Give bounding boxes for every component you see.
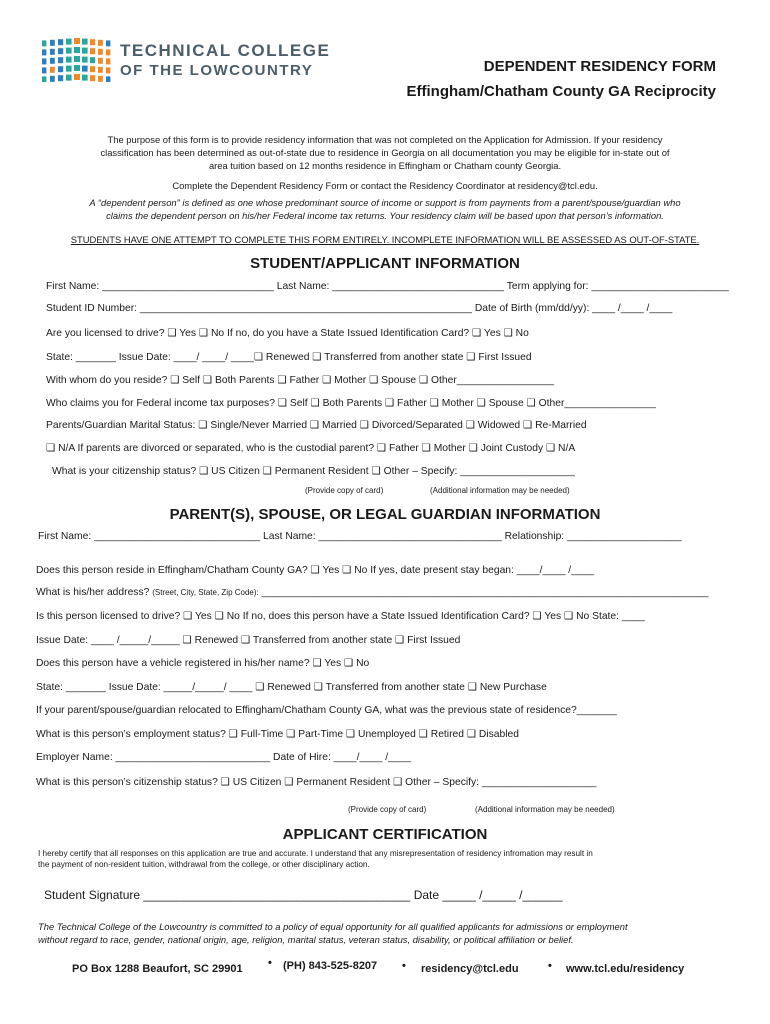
- form-title: DEPENDENT RESIDENCY FORM: [483, 58, 716, 75]
- footer-address: PO Box 1288 Beaufort, SC 29901: [72, 963, 243, 975]
- intro-warning: STUDENTS HAVE ONE ATTEMPT TO COMPLETE THIS FORM ENTIRELY. INCOMPLETE INFORMATION WILL BE ASSESSED AS OUT-OF-STATE.: [70, 234, 700, 245]
- student-name-line[interactable]: First Name: ______________________________ Last Name: ______________________________ Term applying for: ________________________: [46, 281, 729, 292]
- parent-section-heading: PARENT(S), SPOUSE, OR LEGAL GUARDIAN INFORMATION: [169, 506, 601, 523]
- intro-purpose: [50, 133, 720, 172]
- parent-address-hint: (Street, City, State, Zip Code):: [152, 588, 259, 597]
- logo-mosaic-icon: [42, 38, 116, 82]
- equal-opportunity-statement: [38, 920, 628, 946]
- college-logo: [42, 38, 342, 86]
- parent-vehicle-state-line[interactable]: State: _______ Issue Date: _____/_____/ ____ ❑ Renewed ❑ Transferred from another state ❑ New Purchase: [36, 682, 547, 693]
- logo-text-line1: TECHNICAL COLLEGE: [120, 41, 331, 60]
- parent-reside-line[interactable]: Does this person reside in Effingham/Chatham County GA? ❑ Yes ❑ No If yes, date present stay began: ____/____ /____: [36, 565, 595, 576]
- parent-card-note: (Provide copy of card): [348, 805, 427, 814]
- parent-relocation-line[interactable]: If your parent/spouse/guardian relocated to Effingham/Chatham County GA, what was the previous state of residence?_______: [36, 705, 617, 716]
- student-reside-line[interactable]: With whom do you reside? ❑ Self ❑ Both Parents ❑ Father ❑ Mother ❑ Spouse ❑ Other_________________: [46, 375, 555, 386]
- student-marital-line[interactable]: Parents/Guardian Marital Status: ❑ Single/Never Married ❑ Married ❑ Divorced/Separated ❑ Widowed ❑ Re-Married: [46, 420, 587, 431]
- parent-citizenship-line[interactable]: What is this person’s citizenship status? ❑ US Citizen ❑ Permanent Resident ❑ Other – Specify: ____________________: [36, 777, 597, 788]
- logo-text-line2: OF THE LOWCOUNTRY: [120, 62, 314, 79]
- parent-employer-line[interactable]: Employer Name: ___________________________ Date of Hire: ____/____ /____: [36, 752, 411, 763]
- student-tax-line[interactable]: Who claims you for Federal income tax purposes? ❑ Self ❑ Both Parents ❑ Father ❑ Mother ❑ Spouse ❑ Other________________: [46, 398, 657, 409]
- parent-issue-line[interactable]: Issue Date: ____ /_____/_____ ❑ Renewed ❑ Transferred from another state ❑ First Issued: [36, 635, 461, 646]
- footer-web[interactable]: www.tcl.edu/residency: [566, 963, 685, 975]
- parent-employment-line[interactable]: What is this person’s employment status? ❑ Full-Time ❑ Part-Time ❑ Unemployed ❑ Retired ❑ Disabled: [36, 729, 519, 740]
- parent-info-note: (Additional information may be needed): [475, 805, 615, 814]
- student-custody-line[interactable]: ❑ N/A If parents are divorced or separated, who is the custodial parent? ❑ Father ❑ Mother ❑ Joint Custody ❑ N/A: [46, 443, 576, 454]
- parent-vehicle-line[interactable]: Does this person have a vehicle registered in his/her name? ❑ Yes ❑ No: [36, 658, 370, 669]
- parent-name-line[interactable]: First Name: _____________________________ Last Name: ________________________________ Relationship: ____________________: [38, 531, 682, 542]
- intro-definition-line: A “dependent person” is defined as one whose predominant source of income or support is from payments from a parent/spouse/guardian who: [89, 197, 681, 208]
- student-section-heading: STUDENT/APPLICANT INFORMATION: [250, 255, 520, 272]
- intro-purpose-line: area tuition based on 12 months residence in Effingham or Chatham county Georgia.: [208, 160, 562, 171]
- parent-license-line[interactable]: Is this person licensed to drive? ❑ Yes ❑ No If no, does this person have a State Issued Identification Card? ❑ Yes ❑ No State: ____: [36, 611, 645, 622]
- footer-bullet-icon: •: [268, 957, 272, 969]
- parent-address-field[interactable]: ______________________________________________________________________________: [261, 587, 709, 598]
- student-card-note: (Provide copy of card): [305, 486, 384, 495]
- intro-contact: Complete the Dependent Residency Form or contact the Residency Coordinator at residency@tcl.edu.: [172, 180, 598, 191]
- student-citizenship-line[interactable]: What is your citizenship status? ❑ US Citizen ❑ Permanent Resident ❑ Other – Specify: ____________________: [52, 466, 575, 477]
- cert-statement-line: the payment of non-resident tuition, withdrawal from the college, or other disciplinary action.: [38, 860, 370, 869]
- cert-section-heading: APPLICANT CERTIFICATION: [282, 826, 488, 843]
- footer-bullet-icon: •: [548, 960, 552, 972]
- cert-statement: [38, 848, 593, 870]
- footer-phone: (PH) 843-525-8207: [283, 960, 378, 972]
- eo-line: The Technical College of the Lowcountry is committed to a policy of equal opportunity for all qualified applicants for admissions or employment: [38, 921, 628, 932]
- footer-email[interactable]: residency@tcl.edu: [421, 963, 519, 975]
- footer-bullet-icon: •: [402, 960, 406, 972]
- form-subtitle: Effingham/Chatham County GA Reciprocity: [406, 83, 716, 100]
- intro-definition-line: claims the dependent person on his/her Federal income tax returns. Your residency claim will be based upon that person’s information.: [106, 210, 664, 221]
- student-id-line[interactable]: Student ID Number: __________________________________________________________ Date of Birth (mm/dd/yy): ____ /____ /____: [46, 303, 673, 314]
- cert-statement-line: I hereby certify that all responses on this application are true and accurate. I understand that any misrepresentation of residency infromation may result in: [38, 849, 593, 858]
- student-license-line[interactable]: Are you licensed to drive? ❑ Yes ❑ No If no, do you have a State Issued Identification Card? ❑ Yes ❑ No: [46, 328, 529, 339]
- parent-address-line[interactable]: [36, 587, 708, 598]
- intro-purpose-line: classification has been determined as out-of-state due to residence in Georgia on all documentation you may be eligible for in-state out of: [100, 147, 670, 158]
- student-info-note: (Additional information may be needed): [430, 486, 570, 495]
- signature-line[interactable]: Student Signature ________________________________________ Date _____ /_____ /______: [44, 888, 563, 902]
- intro-definition: [50, 196, 720, 222]
- parent-address-label: What is his/her address?: [36, 587, 150, 598]
- student-state-line[interactable]: State: _______ Issue Date: ____/ ____/ ____❑ Renewed ❑ Transferred from another state ❑ First Issued: [46, 352, 532, 363]
- intro-purpose-line: The purpose of this form is to provide residency information that was not completed on the Application for Admission. If your residency: [107, 134, 663, 145]
- eo-line: without regard to race, gender, national origin, age, religion, marital status, veteran status, disability, or political affiliation or belief.: [38, 934, 574, 945]
